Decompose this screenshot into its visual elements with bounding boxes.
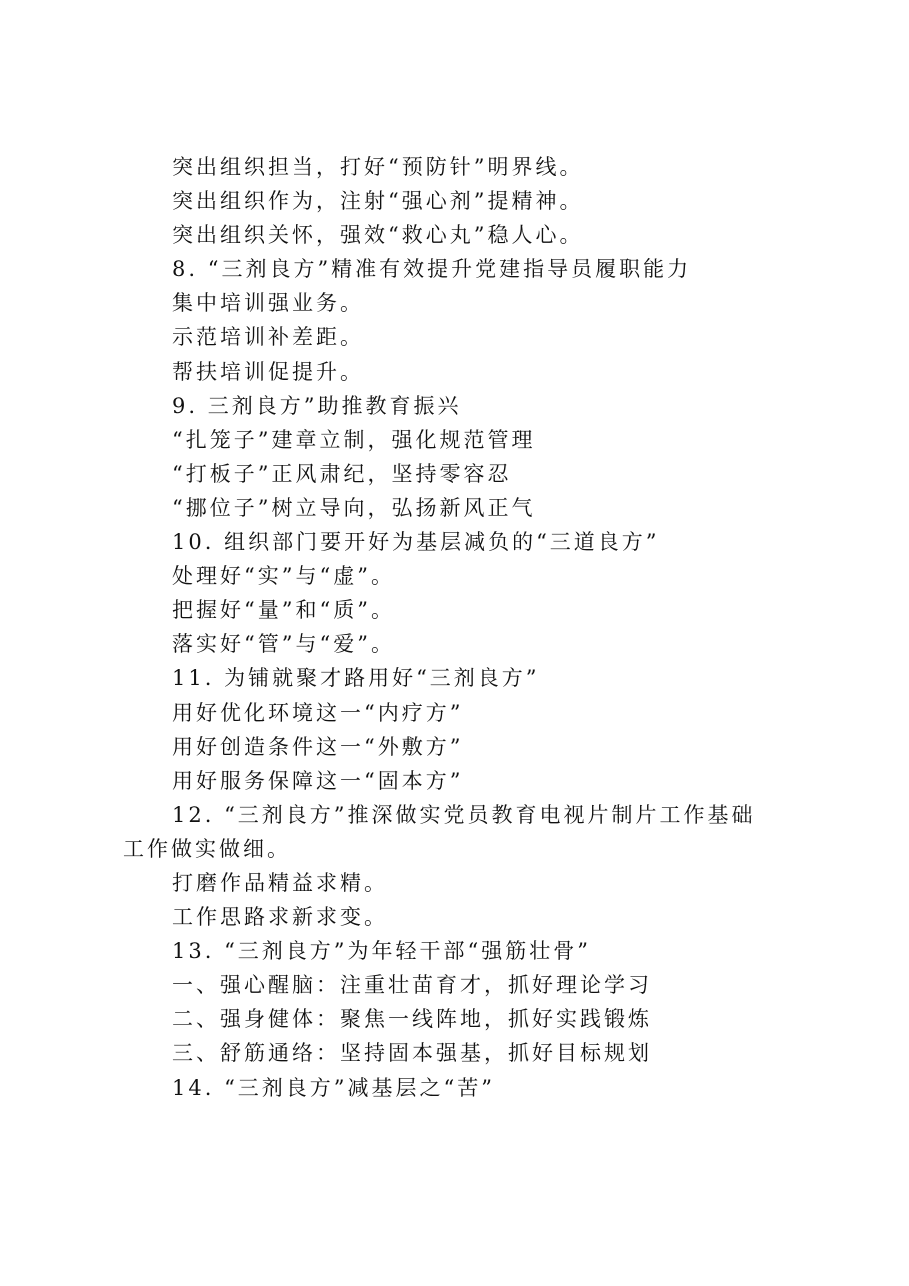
text-line: 把握好“量”和“质”。 <box>172 598 395 623</box>
text-line: 突出组织作为，注射“强心剂”提精神。 <box>172 189 584 214</box>
text-line: “挪位子”树立导向，弘扬新风正气 <box>172 495 536 520</box>
text-line: 集中培训强业务。 <box>172 291 364 316</box>
text-line: 用好服务保障这一“固本方” <box>172 768 464 793</box>
text-line: 用好优化环境这一“内疗方” <box>172 700 464 725</box>
text-line: 一、强心醒脑：注重壮苗育才，抓好理论学习 <box>172 973 652 998</box>
section-heading-11: 11. 为铺就聚才路用好“三剂良方” <box>172 666 540 691</box>
text-line: 帮扶培训促提升。 <box>172 359 364 384</box>
section-heading-12: 12. “三剂良方”推深做实党员教育电视片制片工作基础 <box>172 802 756 827</box>
section-heading-10: 10. 组织部门要开好为基层减负的“三道良方” <box>172 530 660 555</box>
text-line: 示范培训补差距。 <box>172 325 364 350</box>
section-heading-14: 14. “三剂良方”减基层之“苦” <box>172 1075 496 1100</box>
document-body <box>123 150 813 1105</box>
text-line: 用好创造条件这一“外敷方” <box>172 734 464 759</box>
section-heading-8: 8. “三剂良方”精准有效提升党建指导员履职能力 <box>172 257 692 282</box>
text-line: 突出组织担当，打好“预防针”明界线。 <box>172 155 584 179</box>
text-line: 打磨作品精益求精。 <box>172 870 388 895</box>
text-line: “扎笼子”建章立制，强化规范管理 <box>172 427 536 452</box>
text-line: 二、强身健体：聚焦一线阵地，抓好实践锻炼 <box>172 1007 652 1032</box>
text-line: “打板子”正风肃纪，坚持零容忍 <box>172 461 512 486</box>
text-line: 突出组织关怀，强效“救心丸”稳人心。 <box>172 223 584 248</box>
section-heading-13: 13. “三剂良方”为年轻干部“强筋壮骨” <box>172 939 592 964</box>
text-line: 落实好“管”与“爱”。 <box>172 632 395 657</box>
text-line: 工作思路求新求变。 <box>172 905 388 930</box>
text-line: 三、舒筋通络：坚持固本强基，抓好目标规划 <box>172 1041 652 1066</box>
section-heading-12-continuation: 工作做实做细。 <box>123 836 291 861</box>
text-line: 处理好“实”与“虚”。 <box>172 564 395 589</box>
section-heading-9: 9. 三剂良方”助推教育振兴 <box>172 393 462 418</box>
